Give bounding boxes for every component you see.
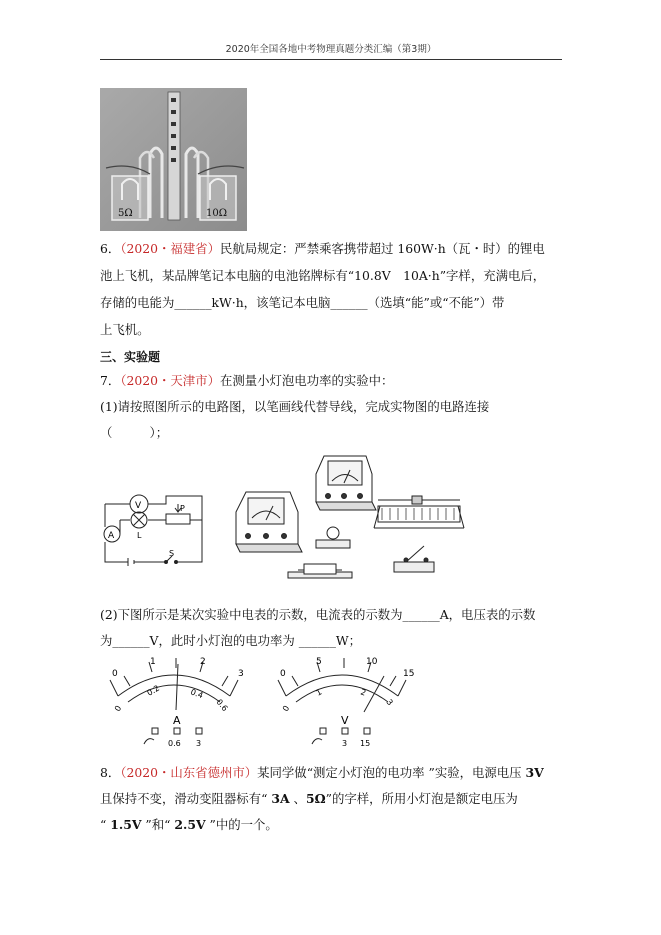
q8-bulb-1: 1.5V — [110, 817, 142, 832]
q6-line-3: 存储的电能为______kW·h，该笔记本电脑______（选填“能”或“不能”）带 — [100, 295, 505, 310]
q6-line-2: 池上飞机，某品牌笔记本电脑的电池铭牌标有“10.8V 10A·h”字样，充满电后， — [100, 268, 546, 283]
ammeter-tick-0.2: 0.2 — [145, 683, 162, 698]
circuit-label-v: V — [135, 501, 142, 511]
q7-part1-number: (1) — [100, 399, 118, 414]
q7-stem: 在测量小灯泡电功率的实验中： — [219, 373, 394, 388]
q8-voltage: 3V — [525, 765, 544, 780]
q8-bulb-2: 2.5V — [174, 817, 206, 832]
voltmeter-dial — [272, 656, 422, 752]
q8-text-2c: 、 — [289, 791, 306, 806]
q8-text-2e: ”的字样，所用小灯泡是额定电压为 — [325, 791, 518, 806]
ammeter-scale-1: 1 — [150, 657, 156, 667]
q8-text-2a: 且保持不变，滑动变阻器标有“ — [100, 791, 272, 806]
q8-rheostat-resistance: 5Ω — [305, 791, 326, 806]
q8-text-3c: ”和“ — [141, 817, 175, 832]
ammeter-scale-0: 0 — [112, 669, 118, 679]
q8-source: （2020・山东省德州市） — [120, 765, 258, 780]
section-3-title: 三、实验题 — [100, 350, 161, 364]
voltmeter-terminal-3: 3 — [342, 739, 348, 748]
ammeter-tick-0: 0 — [112, 704, 124, 713]
q8-line-1 — [100, 765, 544, 781]
q8-text-3a: “ — [100, 817, 111, 832]
ammeter-terminal-0.6: 0.6 — [168, 739, 181, 748]
q6-line-1 — [100, 241, 545, 257]
q8-text-1a: 某同学做“测定小灯泡的电功率 ”实验，电源电压 — [257, 765, 526, 780]
ammeter-label: A — [173, 714, 181, 727]
q8-number: 8． — [100, 765, 121, 780]
q7-number: 7． — [100, 373, 121, 388]
circuit-label-a: A — [108, 531, 115, 541]
circuit-label-l: L — [137, 531, 142, 540]
ammeter-scale-2: 2 — [200, 657, 206, 667]
voltmeter-terminal-15: 15 — [360, 739, 371, 748]
q6-source: （2020・福建省） — [120, 241, 220, 256]
ammeter-scale-3: 3 — [238, 669, 244, 679]
ammeter-tick-0.4: 0.4 — [189, 687, 205, 701]
q8-line-3 — [100, 817, 278, 833]
q7-part1-text: 请按照图所示的电路图，以笔画线代替导线，完成实物图的电路连接 — [117, 399, 490, 414]
q7-source: （2020・天津市） — [120, 373, 220, 388]
voltmeter-label: V — [341, 714, 349, 727]
q8-line-2 — [100, 791, 518, 807]
voltmeter-scale-0: 0 — [280, 669, 286, 679]
circuit-label-p: P — [180, 504, 185, 513]
header-rule — [100, 59, 562, 60]
photo-label-5ohm: 5Ω — [118, 208, 133, 219]
voltmeter-scale-15: 15 — [403, 669, 415, 679]
q7-part1-line — [100, 399, 489, 415]
voltmeter-tick-3: 3 — [384, 697, 395, 708]
voltmeter-tick-1: 1 — [314, 687, 324, 698]
q7-part1-blank: （ ）； — [100, 425, 169, 440]
q7-part2-line-1 — [100, 607, 535, 623]
q7-line-1 — [100, 373, 393, 389]
voltmeter-scale-10: 10 — [366, 657, 378, 667]
apparatus-photo — [100, 88, 247, 231]
q7-part2-line-2: 为______V，此时小灯泡的电功率为 ______W； — [100, 633, 362, 648]
instruments-figure — [228, 452, 483, 588]
page-header: 2020年全国各地中考物理真题分类汇编（第3期） — [225, 44, 437, 55]
ammeter-dial — [104, 656, 254, 752]
voltmeter-tick-0: 0 — [280, 704, 292, 713]
q7-part2-number: (2) — [100, 607, 118, 622]
q6-text-1: 民航局规定：严禁乘客携带超过 160W·h（瓦・时）的锂电 — [219, 241, 545, 256]
q8-rheostat-current: 3A — [271, 791, 290, 806]
q6-number: 6． — [100, 241, 121, 256]
voltmeter-scale-5: 5 — [316, 657, 322, 667]
ammeter-tick-0.6: 0.6 — [214, 697, 230, 714]
q6-line-4: 上飞机。 — [100, 322, 150, 337]
photo-label-10ohm: 10Ω — [206, 208, 228, 219]
q7-part2-text-1: 下图所示是某次实验中电表的示数，电流表的示数为______A，电压表的示数 — [117, 607, 536, 622]
circuit-diagram — [100, 482, 215, 568]
q8-text-3e: ”中的一个。 — [205, 817, 278, 832]
circuit-label-s: S — [169, 549, 175, 558]
voltmeter-tick-2: 2 — [359, 687, 368, 698]
ammeter-terminal-3: 3 — [196, 739, 202, 748]
